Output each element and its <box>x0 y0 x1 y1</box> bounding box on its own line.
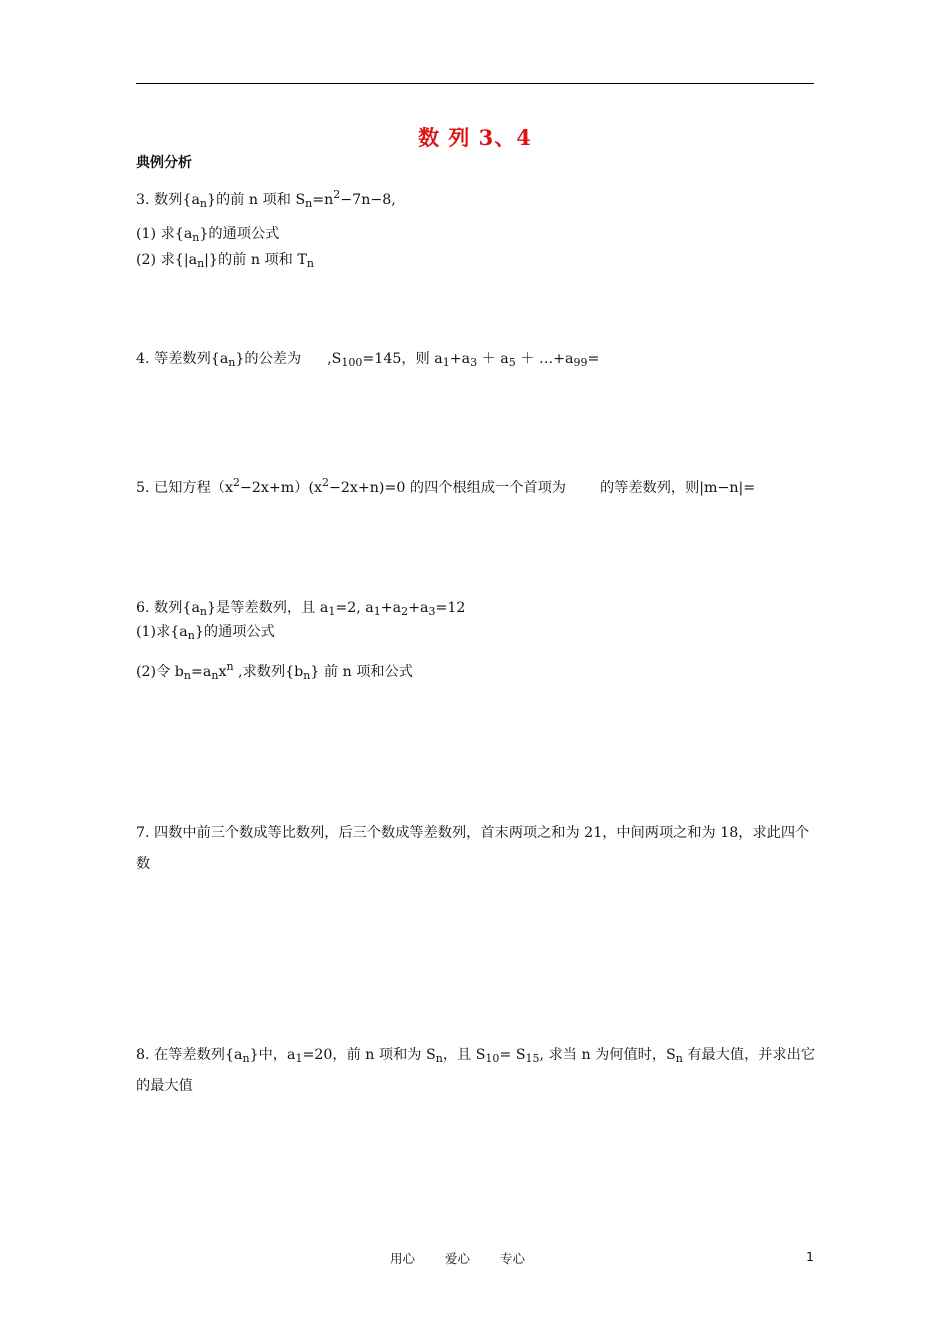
problem-7: 7. 四数中前三个数成等比数列，后三个数成等差数列，首末两项之和为 21，中间两项之和为 18，求此四个数 <box>136 825 810 872</box>
problem-6-part-2: (2)令 $b_n=a_nx^n$ ,求数列$\{b_n\}$ 前 n 项和公式 <box>136 660 413 682</box>
problem-5: 5. 已知方程$(x^2-2x+m)(x^2-2x+n)=0$ 的四个根组成一个首项为 的等差数列，则|m−n|= <box>136 476 756 496</box>
header-rule <box>136 83 814 84</box>
problem-3-part-1: (1) 求$\{a_n\}$的通项公式 <box>136 226 280 244</box>
problem-8: 8. 在等差数列$\{a_n\}$中，$a_1=20$，前 n 项和为 $S_n$，且 $S_{10}= S_{15}$, 求当 n 为何值时，$S_n$ 有最大值，并求出它的最大值 <box>136 1047 816 1094</box>
problem-6-part-1: (1)求$\{a_n\}$的通项公式 <box>136 624 275 642</box>
footer-motto-1: 用心 <box>390 1251 416 1266</box>
footer-motto-2: 爱心 <box>445 1251 471 1266</box>
footer-motto <box>390 1249 555 1267</box>
section-heading: 典例分析 <box>136 155 192 171</box>
page-number: 1 <box>806 1249 814 1264</box>
footer-motto-3: 专心 <box>500 1251 526 1266</box>
problem-3: 3. 数列$\{a_n\}$的前 n 项和 $S_n=n^2-7n-8$, <box>136 188 396 210</box>
page-title: 数 列 3、4 <box>418 125 532 150</box>
problem-4: 4. 等差数列$\{a_n\}$的公差为 $,S_{100}=145$，则 $a_1+a_3 + a_5$ ＋ $\dots+a_{99}=$ <box>136 351 600 369</box>
problem-6: 6. 数列$\{a_n\}$是等差数列，且 $a_1=2$, $a_1+a_2+a_3=12$ <box>136 600 466 618</box>
problem-3-part-2: (2) 求$\{|a_n|\}$的前 n 项和 $T_n$ <box>136 252 314 270</box>
